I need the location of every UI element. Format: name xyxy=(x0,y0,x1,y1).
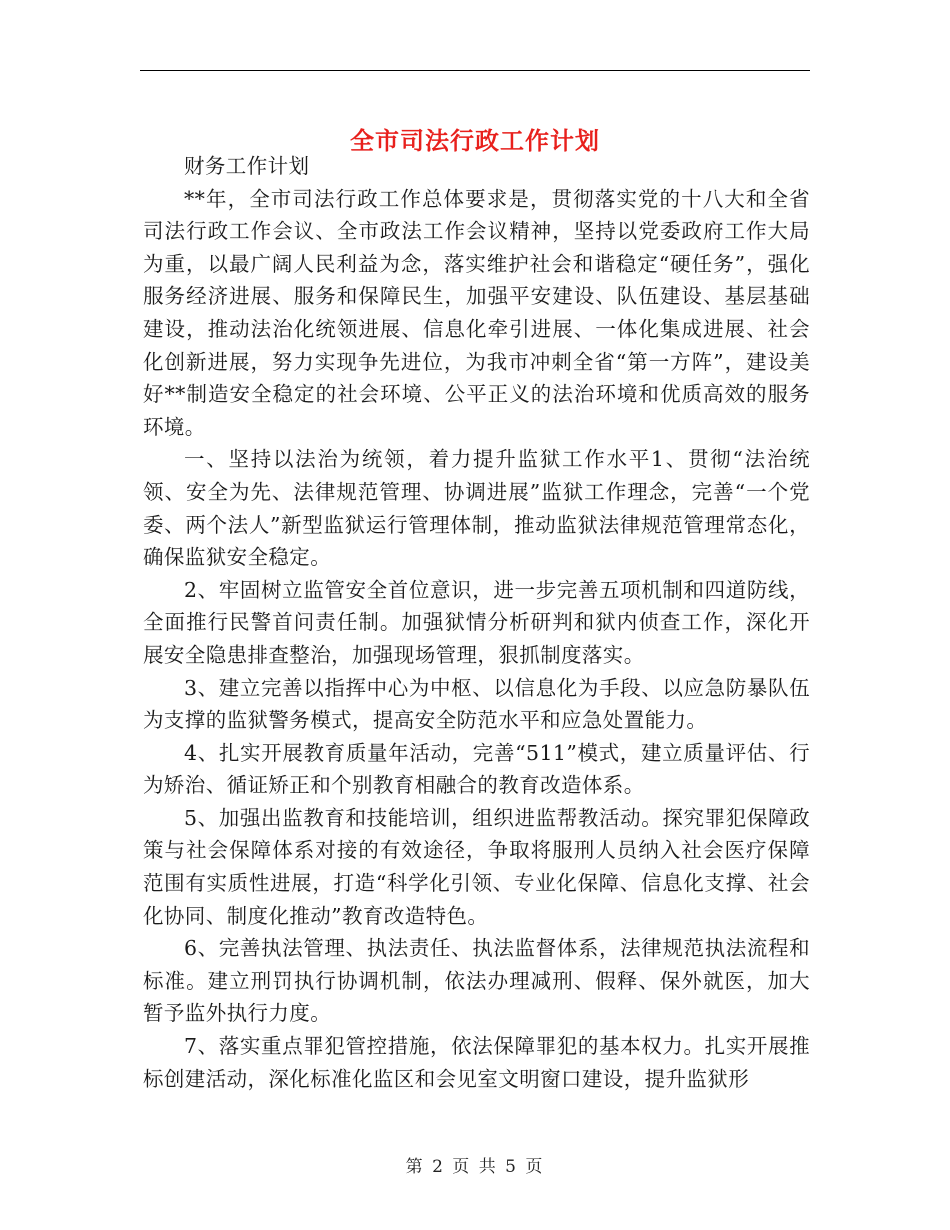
section-heading-paragraph: 财务工作计划 xyxy=(184,154,310,178)
intro-paragraph: **年，全市司法行政工作总体要求是，贯彻落实党的十八大和全省司法行政工作会议、全市政法工作会议精神，坚持以党委政府工作大局为重，以最广阔人民利益为念，落实维护社会和谐稳定“硬任务”，强化服务经济进展、服务和保障民生，加强平安建设、队伍建设、基层基础建设，推动法治化统领进展、信息化牵引进展、一体化集成进展、社会化创新进展，努力实现争先进位，为我市冲刺全省“第一方阵”，建设美好**制造安全稳定的社会环境、公平正义的法治环境和优质高效的服务环境。 xyxy=(143,186,810,439)
document-title: 全市司法行政工作计划 xyxy=(350,126,600,156)
page-number-footer: 第 2 页 共 5 页 xyxy=(405,1157,545,1177)
paragraph-item-5: 5、加强出监教育和技能培训，组织进监帮教活动。探究罪犯保障政策与社会保障体系对接的有效途径，争取将服刑人员纳入社会医疗保障范围有实质性进展，打造“科学化引领、专业化保障、信息化支撑、社会化协同、制度化推动”教育改造特色。 xyxy=(143,805,810,928)
paragraph-item-4: 4、扎实开展教育质量年活动，完善“511”模式，建立质量评估、行为矫治、循证矫正和个别教育相融合的教育改造体系。 xyxy=(143,740,810,798)
document-body xyxy=(143,150,810,1095)
paragraph-item-3: 3、建立完善以指挥中心为中枢、以信息化为手段、以应急防暴队伍为支撑的监狱警务模式，提高安全防范水平和应急处置能力。 xyxy=(143,675,810,733)
paragraph-item-1: 一、坚持以法治为统领，着力提升监狱工作水平1、贯彻“法治统领、安全为先、法律规范管理、协调进展”监狱工作理念，完善“一个党委、两个法人”新型监狱运行管理体制，推动监狱法律规范管理常态化，确保监狱安全稳定。 xyxy=(143,447,810,570)
paragraph-item-2: 2、牢固树立监管安全首位意识，进一步完善五项机制和四道防线，全面推行民警首问责任制。加强狱情分析研判和狱内侦查工作，深化开展安全隐患排查整治，加强现场管理，狠抓制度落实。 xyxy=(143,577,810,667)
paragraph-item-6: 6、完善执法管理、执法责任、执法监督体系，法律规范执法流程和标准。建立刑罚执行协调机制，依法办理减刑、假释、保外就医，加大暂予监外执行力度。 xyxy=(143,936,810,1026)
paragraph-item-7: 7、落实重点罪犯管控措施，依法保障罪犯的基本权力。扎实开展推标创建活动，深化标准化监区和会见室文明窗口建设，提升监狱形 xyxy=(143,1034,810,1091)
header-rule xyxy=(140,70,810,71)
